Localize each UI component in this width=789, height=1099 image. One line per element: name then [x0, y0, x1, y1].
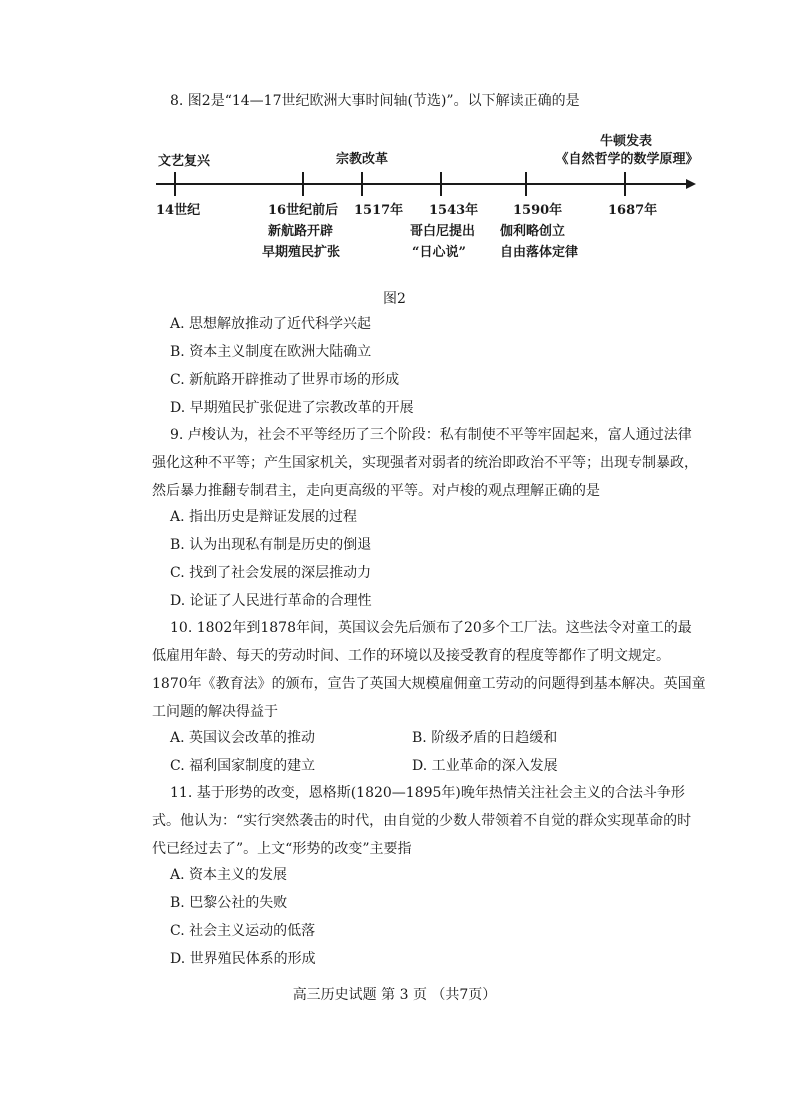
q9-option-c: C. 找到了社会发展的深层推动力 — [170, 565, 372, 581]
timeline-tick — [624, 172, 626, 196]
timeline-label-reformation: 宗教改革 — [336, 152, 389, 167]
q9-line-1: 9. 卢梭认为，社会不平等经历了三个阶段：私有制使不平等牢固起来，富人通过法律 — [170, 427, 692, 443]
timeline-tick — [302, 172, 304, 196]
q10-option-a: A. 英国议会改革的推动 — [170, 730, 316, 746]
timeline-date-16c: 16世纪前后 — [268, 203, 339, 218]
timeline-tick — [440, 172, 442, 196]
q11-option-d: D. 世界殖民体系的形成 — [170, 951, 316, 967]
q10-line-4: 工问题的解决得益于 — [152, 704, 278, 720]
page-footer: 高三历史试题 第 3 页 （共7页） — [292, 987, 497, 1003]
timeline-tick — [174, 172, 176, 196]
timeline-date-1543: 1543年 — [429, 203, 479, 218]
q11-line-3: 代已经过去了”。上文“形势的改变”主要指 — [152, 841, 412, 857]
timeline-label-newton-1: 牛顿发表 — [599, 134, 652, 149]
timeline-tick — [525, 172, 527, 196]
q10-line-3: 1870年《教育法》的颁布，宣告了英国大规模雇佣童工劳动的问题得到基本解决。英国童 — [152, 676, 706, 692]
q8-option-c: C. 新航路开辟推动了世界市场的形成 — [170, 372, 400, 388]
q9-option-b: B. 认为出现私有制是历史的倒退 — [170, 537, 372, 553]
q8-option-d: D. 早期殖民扩张促进了宗教改革的开展 — [170, 400, 414, 416]
timeline-desc-galileo: 伽利略创立 — [500, 224, 566, 239]
timeline-desc-newroute: 新航路开辟 — [268, 224, 334, 239]
q9-line-2: 强化这种不平等；产生国家机关，实现强者对弱者的统治即政治不平等；出现专制暴政， — [152, 455, 698, 471]
q11-line-2: 式。他认为：“实行突然袭击的时代，由自觉的少数人带领着不自觉的群众实现革命的时 — [152, 813, 692, 829]
q10-line-1: 10. 1802年到1878年间，英国议会先后颁布了20多个工厂法。这些法令对童工的最 — [170, 620, 692, 636]
q9-line-3: 然后暴力推翻专制君主，走向更高级的平等。对卢梭的观点理解正确的是 — [152, 483, 600, 499]
q8-option-a: A. 思想解放推动了近代科学兴起 — [170, 316, 372, 332]
q11-option-b: B. 巴黎公社的失败 — [170, 895, 288, 911]
q10-option-d: D. 工业革命的深入发展 — [412, 758, 558, 774]
q11-option-a: A. 资本主义的发展 — [170, 867, 288, 883]
q8-option-b: B. 资本主义制度在欧洲大陆确立 — [170, 344, 372, 360]
q11-line-1: 11. 基于形势的改变，恩格斯(1820—1895年)晚年热情关注社会主义的合法斗争形 — [170, 785, 685, 801]
timeline-date-1517: 1517年 — [354, 203, 404, 218]
timeline-desc-freefall: 自由落体定律 — [500, 245, 579, 260]
timeline-arrow — [686, 179, 696, 189]
q10-option-c: C. 福利国家制度的建立 — [170, 758, 316, 774]
timeline-label-newton-2: 《自然哲学的数学原理》 — [555, 152, 699, 167]
timeline-desc-copernicus: 哥白尼提出 — [410, 224, 476, 239]
timeline-label-renaissance: 文艺复兴 — [158, 154, 211, 169]
q9-option-a: A. 指出历史是辩证发展的过程 — [170, 509, 358, 525]
figure-caption: 图2 — [383, 291, 406, 307]
q10-option-b: B. 阶级矛盾的日趋缓和 — [412, 730, 558, 746]
q8-stem: 8. 图2是“14—17世纪欧洲大事时间轴(节选)”。以下解读正确的是 — [170, 93, 580, 109]
q10-line-2: 低雇用年龄、每天的劳动时间、工作的环境以及接受教育的程度等都作了明文规定。 — [152, 648, 670, 664]
timeline-tick — [361, 172, 363, 196]
timeline-date-1590: 1590年 — [513, 203, 563, 218]
timeline-date-1687: 1687年 — [608, 203, 658, 218]
timeline-axis — [156, 183, 688, 185]
timeline-desc-heliocentric: “日心说” — [412, 245, 466, 260]
q9-option-d: D. 论证了人民进行革命的合理性 — [170, 593, 372, 609]
timeline-date-14c: 14世纪 — [156, 203, 201, 218]
timeline-desc-colonial: 早期殖民扩张 — [262, 245, 341, 260]
q11-option-c: C. 社会主义运动的低落 — [170, 923, 316, 939]
